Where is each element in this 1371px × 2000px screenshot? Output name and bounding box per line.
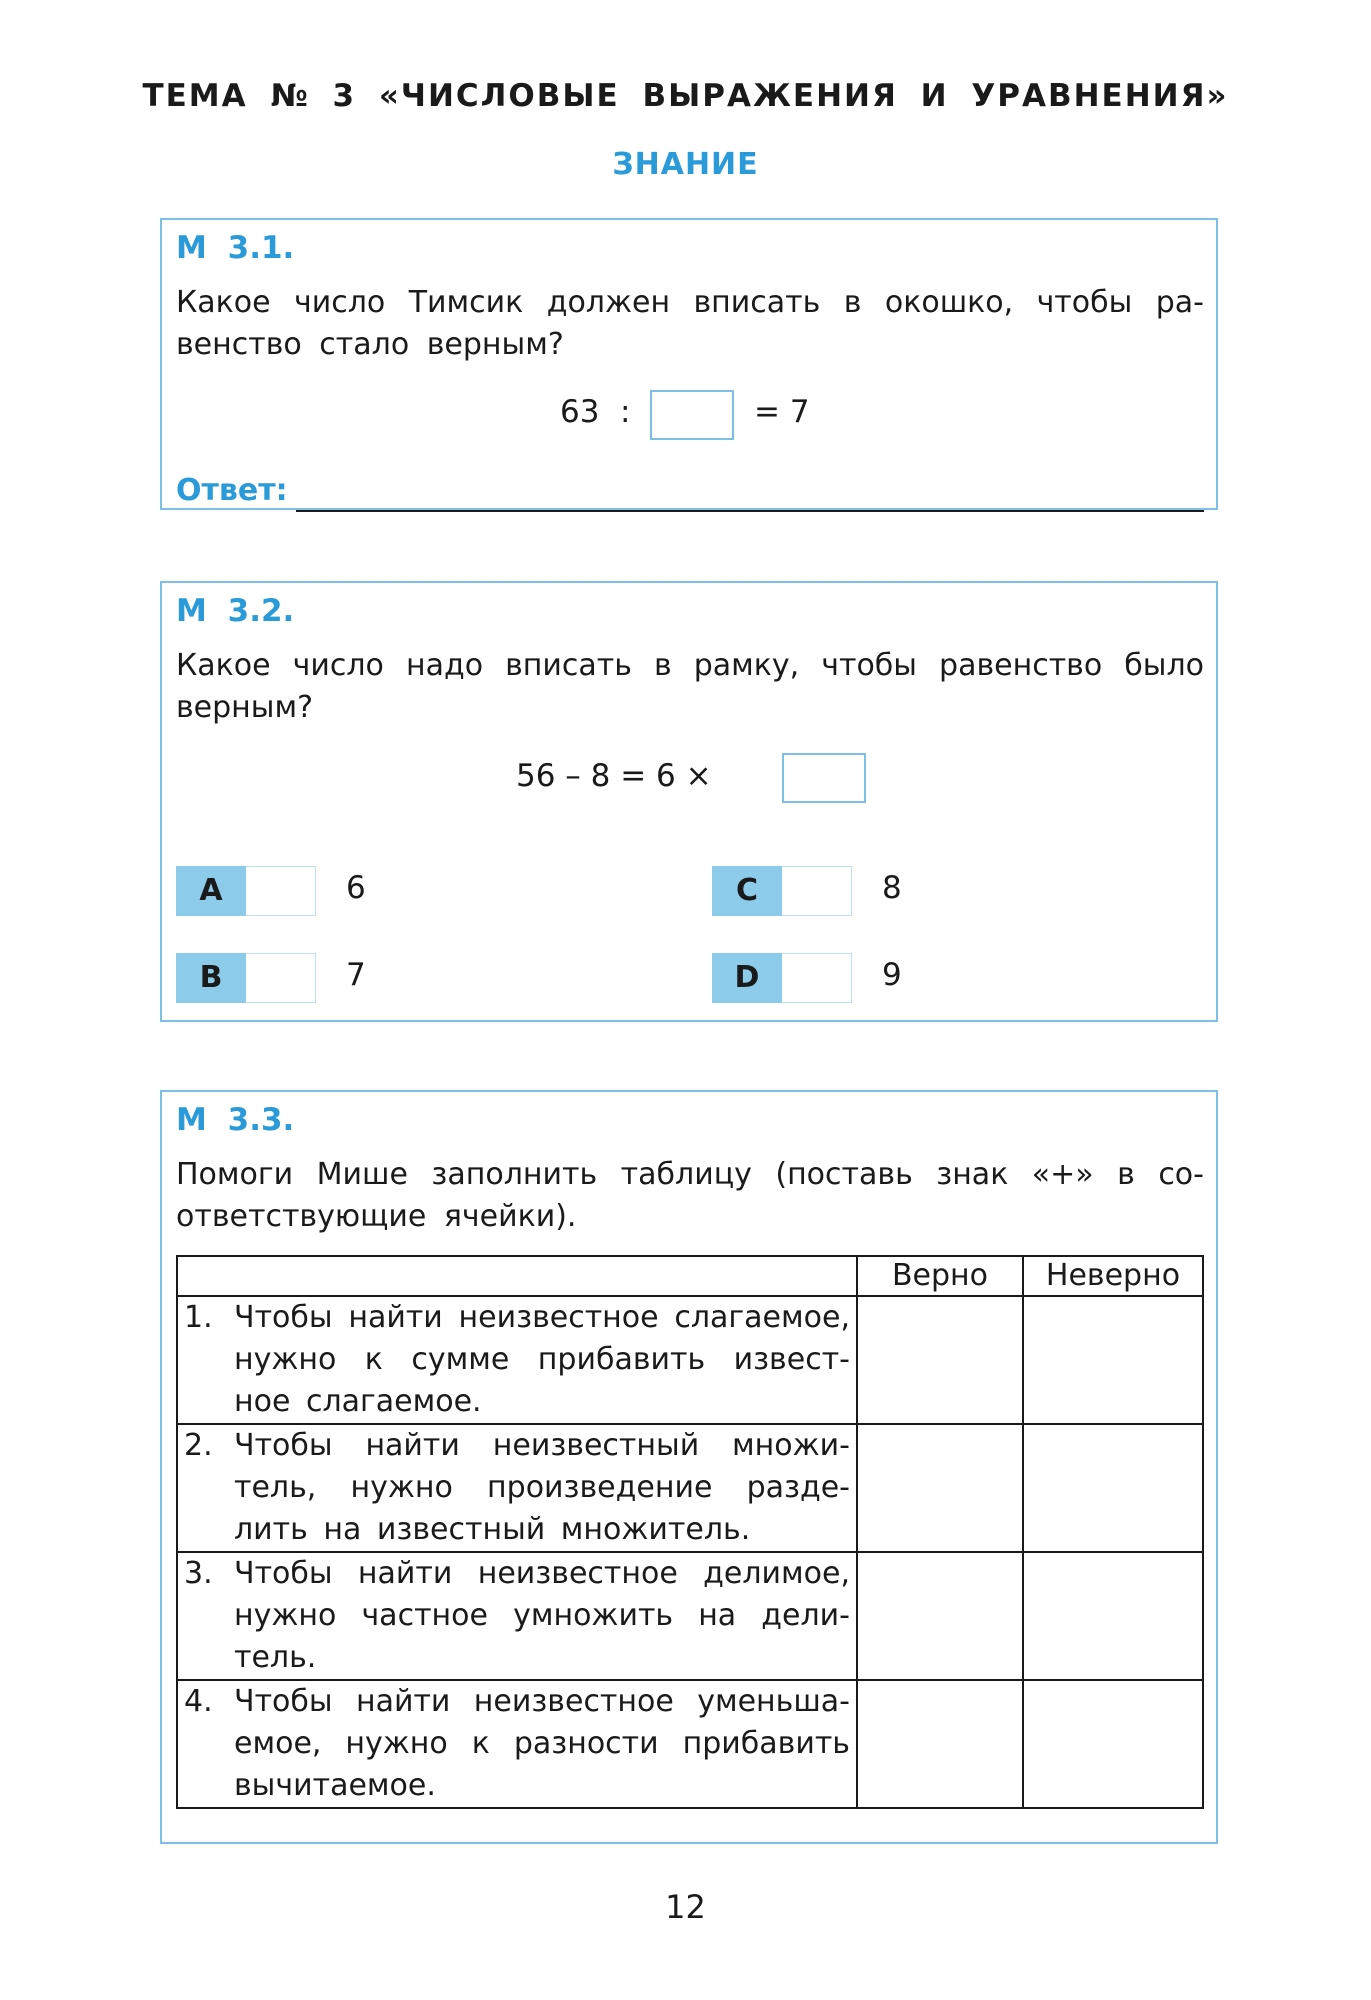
- false-cell[interactable]: [1023, 1680, 1203, 1808]
- equation-left: 63: [560, 394, 600, 430]
- task-question: Какое число Тимсик должен вписать в окошко, чтобы ра-венство стало верным?: [176, 285, 1204, 362]
- table-row: [177, 1552, 1203, 1680]
- statement-number: 2.: [184, 1428, 213, 1463]
- option-checkbox[interactable]: [782, 953, 852, 1003]
- task-id: М 3.1.: [176, 230, 295, 266]
- task-question: Помоги Мише заполнить таблицу (поставь знак «+» в со-ответствующие ячейки).: [176, 1157, 1204, 1234]
- column-header-false: Неверно: [1023, 1256, 1203, 1296]
- column-header-true: Верно: [857, 1256, 1023, 1296]
- page-title: ТЕМА № 3 «ЧИСЛОВЫЕ ВЫРАЖЕНИЯ И УРАВНЕНИЯ»: [142, 78, 1229, 114]
- statement-number: 4.: [184, 1684, 213, 1719]
- statement-cell: [177, 1424, 857, 1552]
- answer-frame[interactable]: [782, 753, 866, 803]
- equation-operator: :: [620, 394, 631, 430]
- table-row: [177, 1680, 1203, 1808]
- false-cell[interactable]: [1023, 1424, 1203, 1552]
- table-row: [177, 1424, 1203, 1552]
- option-checkbox[interactable]: [246, 953, 316, 1003]
- true-cell[interactable]: [857, 1424, 1023, 1552]
- option-value: 6: [346, 870, 366, 906]
- task-id: М 3.2.: [176, 593, 295, 629]
- option-value: 9: [882, 957, 902, 993]
- equation: 56 – 8 = 6 ×: [516, 758, 712, 794]
- option-letter: B: [176, 953, 246, 1003]
- option-letter: D: [712, 953, 782, 1003]
- statement-text: Чтобы найти неизвестное делимое, нужно частное умножить на дели-тель.: [234, 1556, 850, 1675]
- column-header: [177, 1256, 857, 1296]
- statement-cell: [177, 1552, 857, 1680]
- true-false-table: [176, 1255, 1204, 1809]
- option-checkbox[interactable]: [246, 866, 316, 916]
- task-3-3: [160, 1090, 1218, 1844]
- answer-window[interactable]: [650, 390, 734, 440]
- true-cell[interactable]: [857, 1296, 1023, 1424]
- statement-text: Чтобы найти неизвестное слагаемое, нужно к сумме прибавить извест-ное слагаемое.: [234, 1300, 850, 1419]
- task-question: Какое число надо вписать в рамку, чтобы равенство было верным?: [176, 648, 1204, 725]
- answer-label: Ответ:: [176, 473, 288, 508]
- statement-cell: [177, 1680, 857, 1808]
- option-value: 7: [346, 957, 366, 993]
- statement-text: Чтобы найти неизвестный множи-тель, нужно произведение разде-лить на известный множитель.: [234, 1428, 850, 1547]
- false-cell[interactable]: [1023, 1296, 1203, 1424]
- true-cell[interactable]: [857, 1680, 1023, 1808]
- option-letter: C: [712, 866, 782, 916]
- true-cell[interactable]: [857, 1552, 1023, 1680]
- task-3-2: [160, 581, 1218, 1022]
- equation-right: = 7: [754, 394, 810, 430]
- statement-cell: [177, 1296, 857, 1424]
- answer-line[interactable]: [296, 510, 1204, 512]
- option-value: 8: [882, 870, 902, 906]
- statement-number: 3.: [184, 1556, 213, 1591]
- statement-text: Чтобы найти неизвестное уменьша-емое, нужно к разности прибавить вычитаемое.: [234, 1684, 850, 1803]
- option-checkbox[interactable]: [782, 866, 852, 916]
- task-3-1: [160, 218, 1218, 510]
- false-cell[interactable]: [1023, 1552, 1203, 1680]
- task-id: М 3.3.: [176, 1102, 295, 1138]
- table-header-row: [177, 1256, 1203, 1296]
- table-row: [177, 1296, 1203, 1424]
- option-letter: A: [176, 866, 246, 916]
- page-number: 12: [665, 1888, 706, 1926]
- section-title: ЗНАНИЕ: [612, 147, 759, 182]
- statement-number: 1.: [184, 1300, 213, 1335]
